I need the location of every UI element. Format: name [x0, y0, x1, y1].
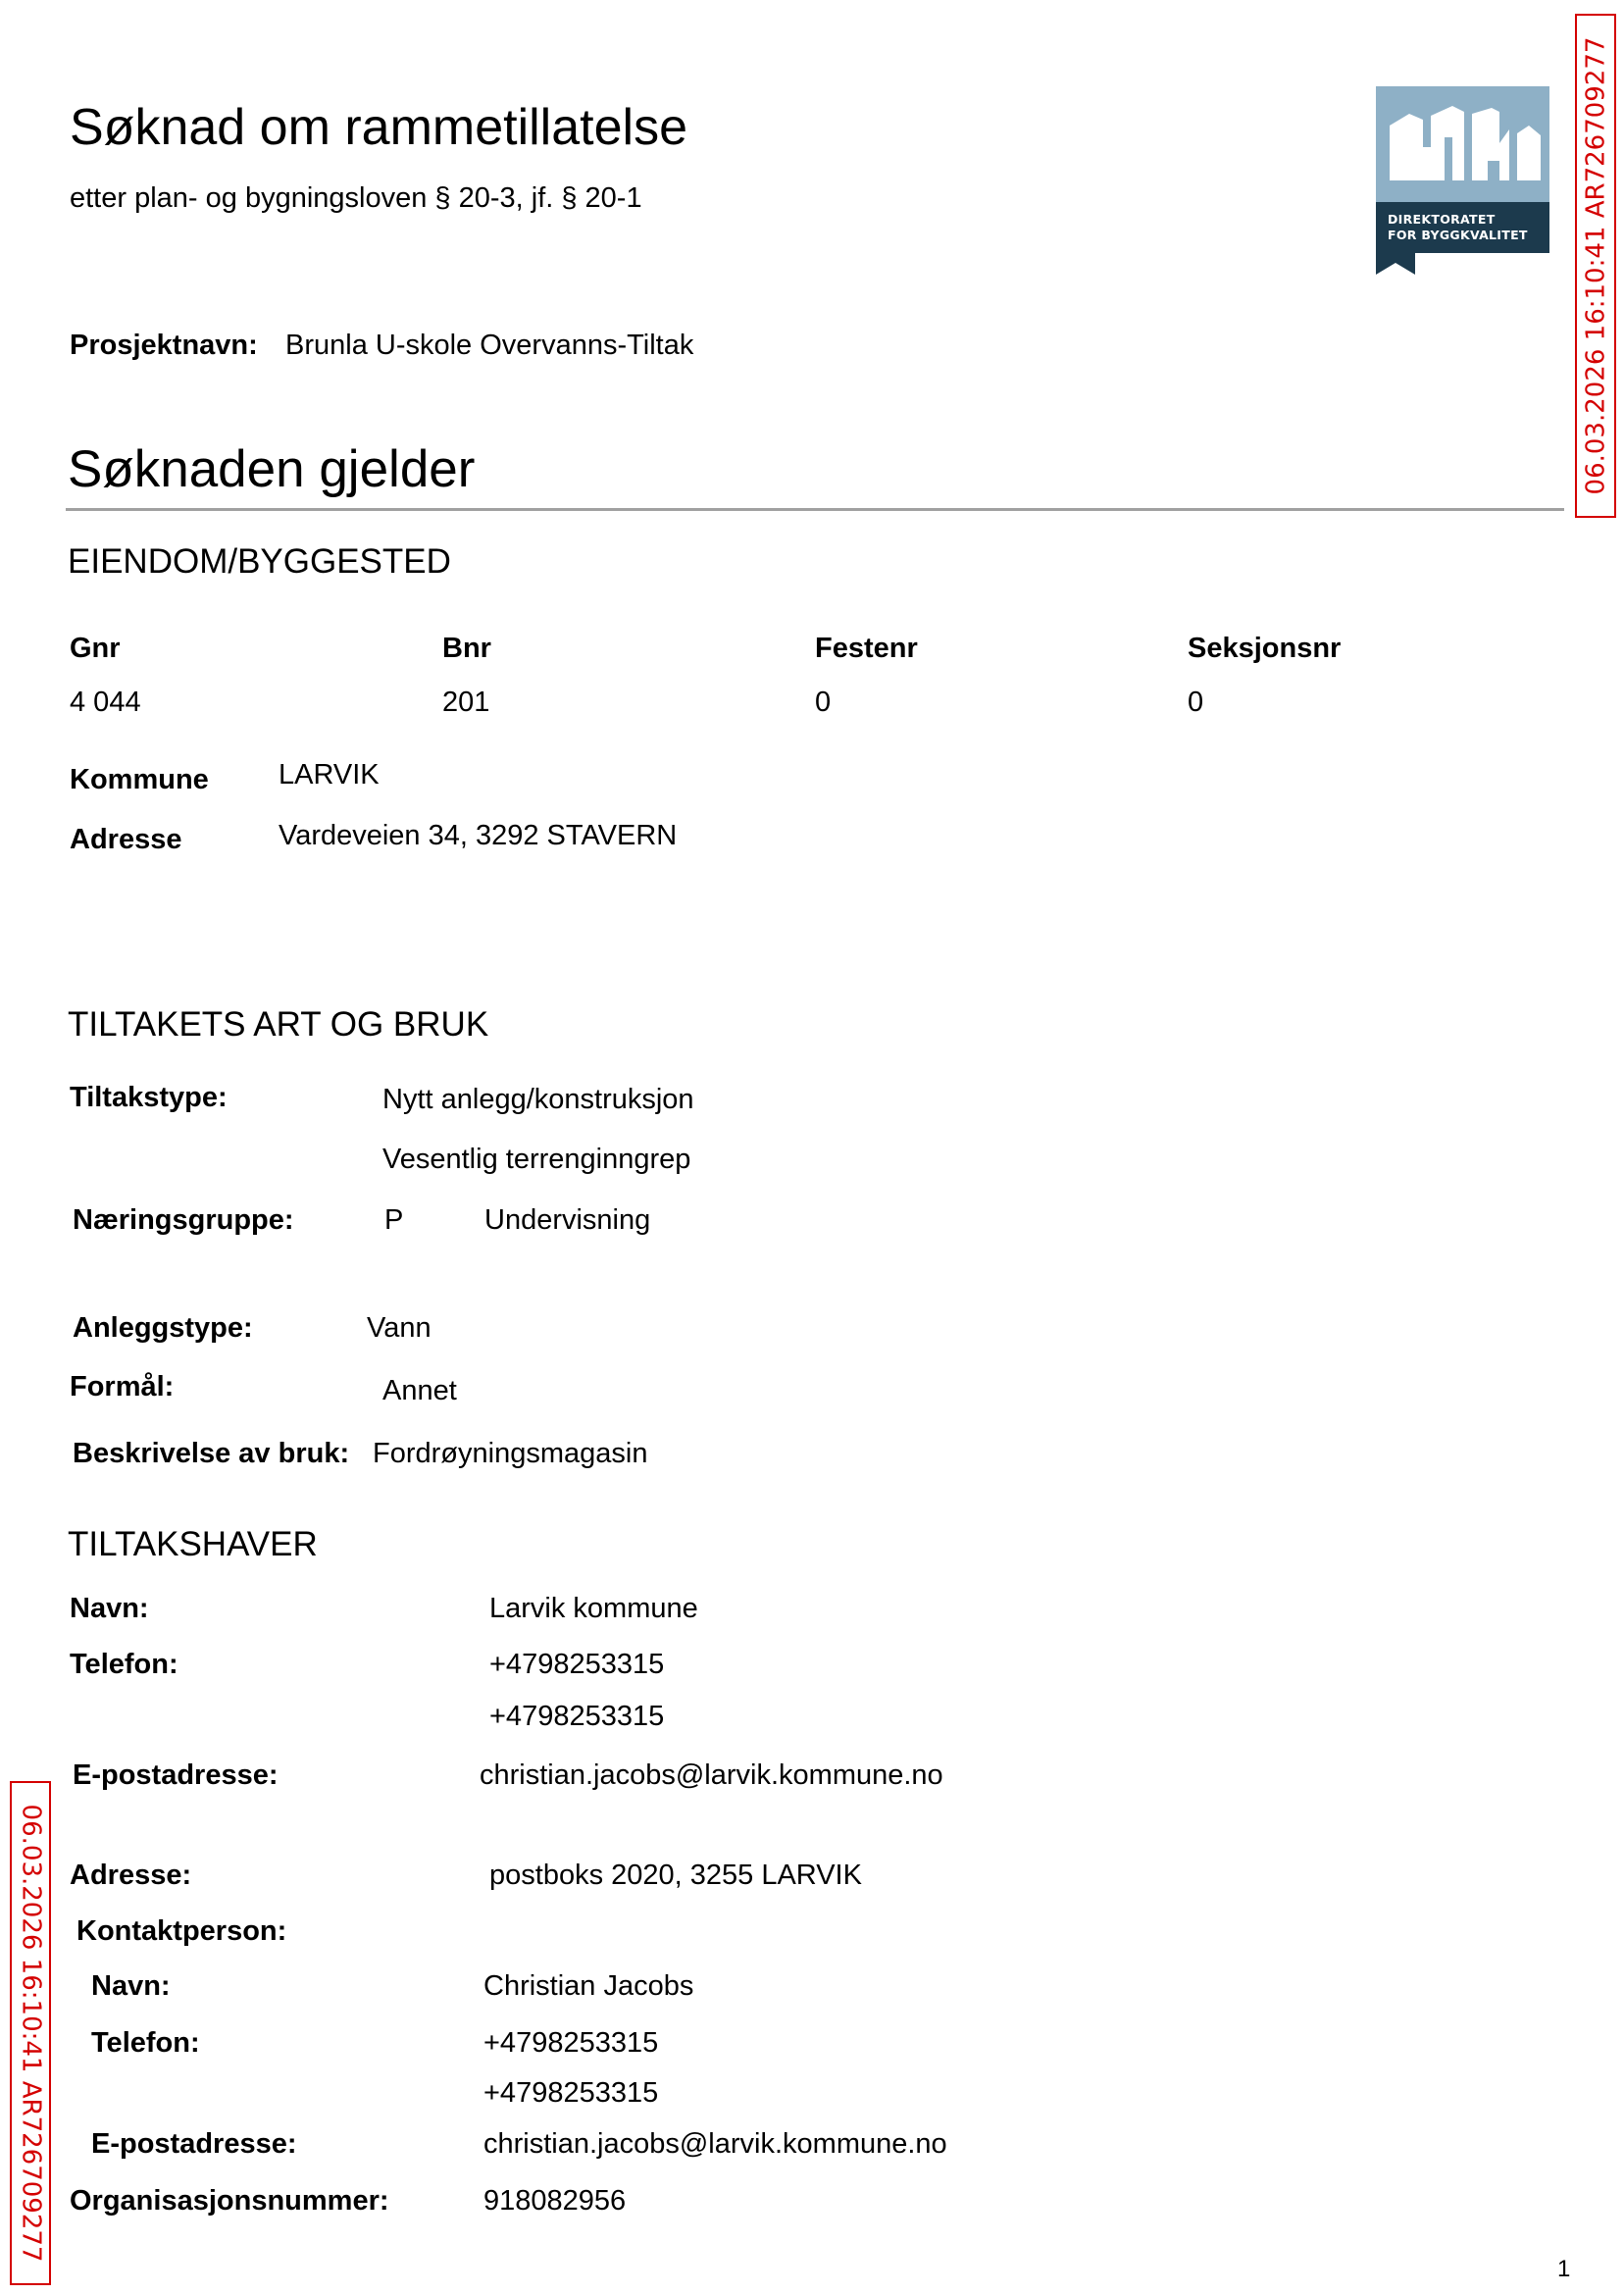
document-title: Søknad om rammetillatelse: [70, 99, 687, 156]
logo-text-line1: DIREKTORATET: [1388, 212, 1496, 227]
naeringsgruppe-value: Undervisning: [484, 1204, 651, 1236]
kontaktperson-label: Kontaktperson:: [76, 1915, 287, 1947]
tiltakstype-label: Tiltakstype:: [70, 1082, 228, 1113]
formaal-value: Annet: [382, 1375, 457, 1406]
bnr-value: 201: [442, 687, 490, 718]
tiltakshaver-epost-label: E-postadresse:: [73, 1759, 279, 1791]
document-subtitle: etter plan- og bygningsloven § 20-3, jf. § 20-1: [70, 182, 642, 214]
tiltakstype-value: Nytt anlegg/konstruksjon: [382, 1084, 694, 1115]
eiendom-heading: EIENDOM/BYGGESTED: [68, 542, 451, 581]
naeringsgruppe-code: P: [384, 1204, 404, 1236]
kontakt-telefon-value: +4798253315: [483, 2027, 659, 2059]
kontakt-navn-label: Navn:: [91, 1970, 171, 2002]
tiltakshaver-adresse-label: Adresse:: [70, 1860, 192, 1891]
kommune-label: Kommune: [70, 764, 209, 795]
beskrivelse-value: Fordrøyningsmagasin: [373, 1438, 648, 1469]
logo-text-line2: FOR BYGGKVALITET: [1388, 228, 1528, 242]
project-name: Brunla U-skole Overvanns-Tiltak: [285, 330, 694, 361]
kontakt-telefon-label: Telefon:: [91, 2027, 200, 2059]
kontakt-navn-value: Christian Jacobs: [483, 1970, 694, 2002]
kontakt-epost-label: E-postadresse:: [91, 2128, 297, 2160]
timestamp-stamp-left: [10, 1781, 51, 2285]
orgnr-label: Organisasjonsnummer:: [70, 2185, 389, 2217]
tiltakshaver-telefon-value: +4798253315: [489, 1649, 665, 1680]
formaal-label: Formål:: [70, 1371, 175, 1402]
anleggstype-label: Anleggstype:: [73, 1312, 253, 1344]
naeringsgruppe-label: Næringsgruppe:: [73, 1204, 294, 1236]
tiltakstype-value: Vesentlig terrenginngrep: [382, 1144, 691, 1175]
stamp-text: 06.03.2026 16:10:41 AR726709277: [16, 1804, 45, 2263]
tiltakshaver-telefon-value: +4798253315: [489, 1701, 665, 1732]
tiltakshaver-navn-label: Navn:: [70, 1593, 149, 1624]
orgnr-value: 918082956: [483, 2185, 627, 2217]
page-number: 1: [1557, 2256, 1571, 2282]
kontakt-epost-value: christian.jacobs@larvik.kommune.no: [483, 2128, 947, 2160]
section-heading: Søknaden gjelder: [68, 440, 476, 498]
tiltakshaver-telefon-label: Telefon:: [70, 1649, 178, 1680]
gnr-value: 4 044: [70, 687, 141, 718]
adresse-value: Vardeveien 34, 3292 STAVERN: [279, 820, 678, 851]
festenr-label: Festenr: [815, 633, 918, 664]
dibk-logo: [1376, 86, 1549, 275]
bnr-label: Bnr: [442, 633, 491, 664]
tiltakshaver-heading: TILTAKSHAVER: [68, 1525, 318, 1563]
timestamp-stamp-top: [1575, 14, 1616, 518]
project-label: Prosjektnavn:: [70, 330, 258, 361]
tiltakshaver-epost-value: christian.jacobs@larvik.kommune.no: [480, 1759, 943, 1791]
adresse-label: Adresse: [70, 824, 182, 855]
stamp-text: 06.03.2026 16:10:41 AR726709277: [1581, 36, 1610, 495]
tiltakshaver-adresse-value: postboks 2020, 3255 LARVIK: [489, 1860, 862, 1891]
tiltakshaver-navn-value: Larvik kommune: [489, 1593, 698, 1624]
festenr-value: 0: [815, 687, 832, 718]
tiltak-heading: TILTAKETS ART OG BRUK: [68, 1005, 489, 1044]
kontakt-telefon-value: +4798253315: [483, 2077, 659, 2109]
gnr-label: Gnr: [70, 633, 121, 664]
kommune-value: LARVIK: [279, 759, 380, 790]
beskrivelse-label: Beskrivelse av bruk:: [73, 1438, 350, 1469]
anleggstype-value: Vann: [367, 1312, 431, 1344]
section-rule: [66, 508, 1564, 511]
seksjonsnr-label: Seksjonsnr: [1188, 633, 1342, 664]
seksjonsnr-value: 0: [1188, 687, 1204, 718]
